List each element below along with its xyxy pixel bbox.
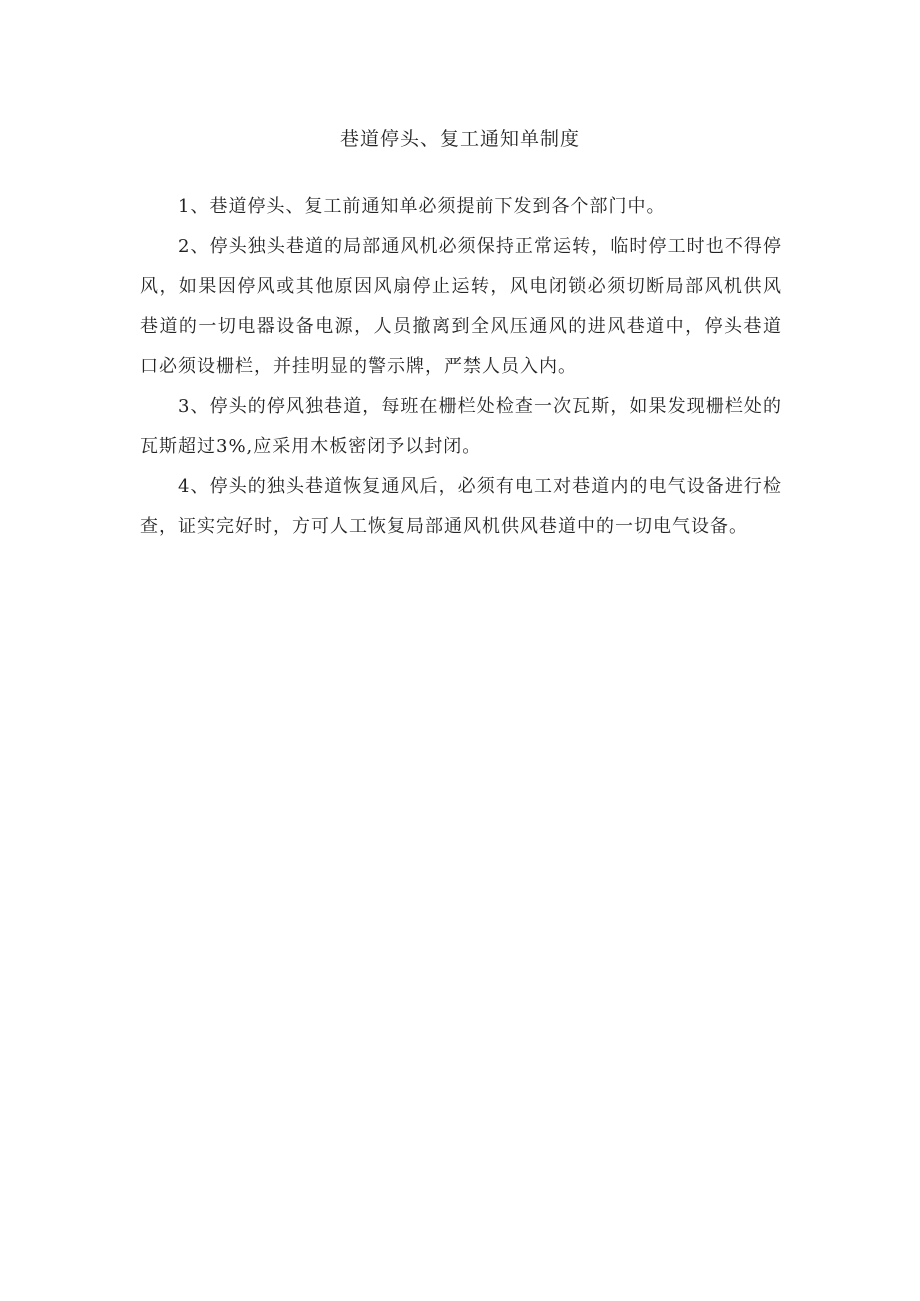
paragraph-2: 2、停头独头巷道的局部通风机必须保持正常运转，临时停工时也不得停风，如果因停风或其他原因风扇停止运转，风电闭锁必须切断局部风机供风巷道的一切电器设备电源，人员撤离到全风压通风的进风巷道中，停头巷道口必须设栅栏，并挂明显的警示牌，严禁人员入内。 bbox=[140, 236, 782, 377]
document-body bbox=[140, 187, 782, 547]
document-title: 巷道停头、复工通知单制度 bbox=[339, 128, 580, 150]
paragraph-4: 4、停头的独头巷道恢复通风后，必须有电工对巷道内的电气设备进行检查，证实完好时，方可人工恢复局部通风机供风巷道中的一切电气设备。 bbox=[140, 476, 782, 537]
paragraph-1: 1、巷道停头、复工前通知单必须提前下发到各个部门中。 bbox=[178, 196, 666, 217]
paragraph-3: 3、停头的停风独巷道，每班在栅栏处检查一次瓦斯，如果发现栅栏处的瓦斯超过3%,应采用木板密闭予以封闭。 bbox=[140, 396, 782, 457]
